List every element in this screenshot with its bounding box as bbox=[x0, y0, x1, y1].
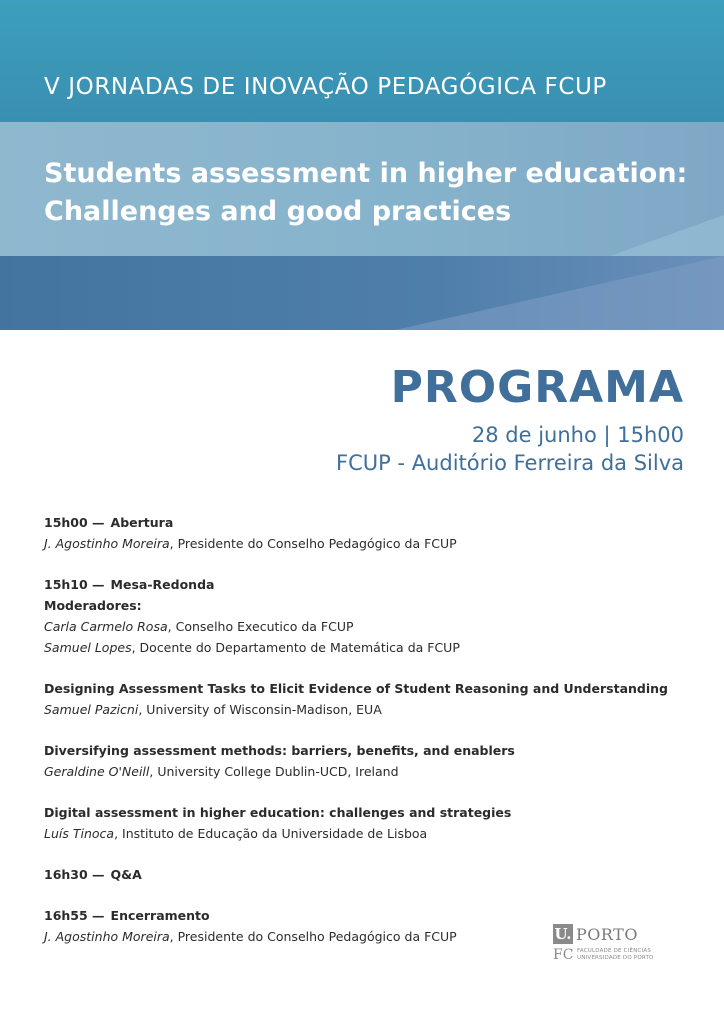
moderator-role: , Docente do Departamento de Matemática da FCUP bbox=[131, 640, 460, 655]
logo-porto-text: PORTO bbox=[576, 924, 638, 944]
speaker-role: , Presidente do Conselho Pedagógico da FCUP bbox=[169, 536, 457, 551]
schedule-item-opening bbox=[44, 512, 664, 554]
event-venue: FCUP - Auditório Ferreira da Silva bbox=[335, 451, 684, 475]
speaker-line bbox=[44, 761, 664, 782]
logo-faculty-line-2: UNIVERSIDADE DO PORTO bbox=[577, 955, 654, 961]
speaker-affiliation: , University of Wisconsin-Madison, EUA bbox=[138, 702, 382, 717]
moderator-name: Carla Carmelo Rosa bbox=[44, 619, 168, 634]
talk-title: Designing Assessment Tasks to Elicit Evidence of Student Reasoning and Understanding bbox=[44, 681, 668, 696]
schedule-label: Encerramento bbox=[110, 908, 210, 923]
schedule-time: 15h10 — bbox=[44, 577, 105, 592]
moderator-name: Samuel Lopes bbox=[44, 640, 132, 655]
event-title-line-1: Students assessment in higher education: bbox=[44, 158, 688, 189]
event-name: V JORNADAS DE INOVAÇÃO PEDAGÓGICA FCUP bbox=[44, 74, 607, 100]
speaker-name: Geraldine O'Neill bbox=[44, 764, 150, 779]
event-title bbox=[44, 155, 687, 231]
speaker-affiliation: , Instituto de Educação da Universidade de Lisboa bbox=[114, 826, 428, 841]
event-title-line-2: Challenges and good practices bbox=[44, 196, 512, 227]
logo-faculty-line-1: FACULDADE DE CIÊNCIAS bbox=[577, 948, 652, 954]
header-banner bbox=[0, 0, 724, 330]
schedule-label: Q&A bbox=[110, 867, 142, 882]
speaker-line bbox=[44, 823, 664, 844]
speaker-name: Samuel Pazicni bbox=[44, 702, 139, 717]
speaker-role: , Presidente do Conselho Pedagógico da FCUP bbox=[169, 929, 457, 944]
schedule-item-header bbox=[44, 574, 664, 595]
uporto-fc-logo bbox=[553, 924, 673, 974]
speaker-name: J. Agostinho Moreira bbox=[44, 929, 170, 944]
speaker-line bbox=[44, 533, 664, 554]
schedule-item-header bbox=[44, 905, 664, 926]
logo-faculty-text bbox=[577, 948, 654, 962]
talk-item bbox=[44, 678, 668, 720]
schedule bbox=[44, 512, 668, 947]
schedule-item-roundtable bbox=[44, 574, 664, 658]
schedule-label: Abertura bbox=[110, 515, 174, 530]
talk-item bbox=[44, 740, 664, 782]
logo-fc-mark: FC bbox=[553, 947, 574, 963]
speaker-affiliation: , University College Dublin-UCD, Ireland bbox=[149, 764, 399, 779]
schedule-item-header bbox=[44, 864, 664, 885]
moderators-label: Moderadores: bbox=[44, 598, 142, 613]
moderator-line bbox=[44, 616, 664, 637]
logo-bottom-row bbox=[553, 947, 673, 963]
logo-top-row bbox=[553, 924, 673, 944]
moderator-line bbox=[44, 637, 664, 658]
schedule-label: Mesa-Redonda bbox=[110, 577, 215, 592]
speaker-name: Luís Tinoca bbox=[44, 826, 115, 841]
schedule-item-qa bbox=[44, 864, 664, 885]
schedule-time: 16h30 — bbox=[44, 867, 105, 882]
moderator-role: , Conselho Executico da FCUP bbox=[167, 619, 354, 634]
schedule-time: 15h00 — bbox=[44, 515, 105, 530]
schedule-item-header bbox=[44, 512, 664, 533]
programa-heading: PROGRAMA bbox=[390, 362, 684, 413]
speaker-line bbox=[44, 699, 664, 720]
talk-title: Digital assessment in higher education: challenges and strategies bbox=[44, 805, 512, 820]
event-date-time: 28 de junho | 15h00 bbox=[471, 423, 684, 447]
logo-u-mark: U. bbox=[554, 925, 572, 943]
schedule-time: 16h55 — bbox=[44, 908, 105, 923]
talk-title: Diversifying assessment methods: barriers, benefits, and enablers bbox=[44, 743, 515, 758]
talk-item bbox=[44, 802, 664, 844]
speaker-name: J. Agostinho Moreira bbox=[44, 536, 170, 551]
